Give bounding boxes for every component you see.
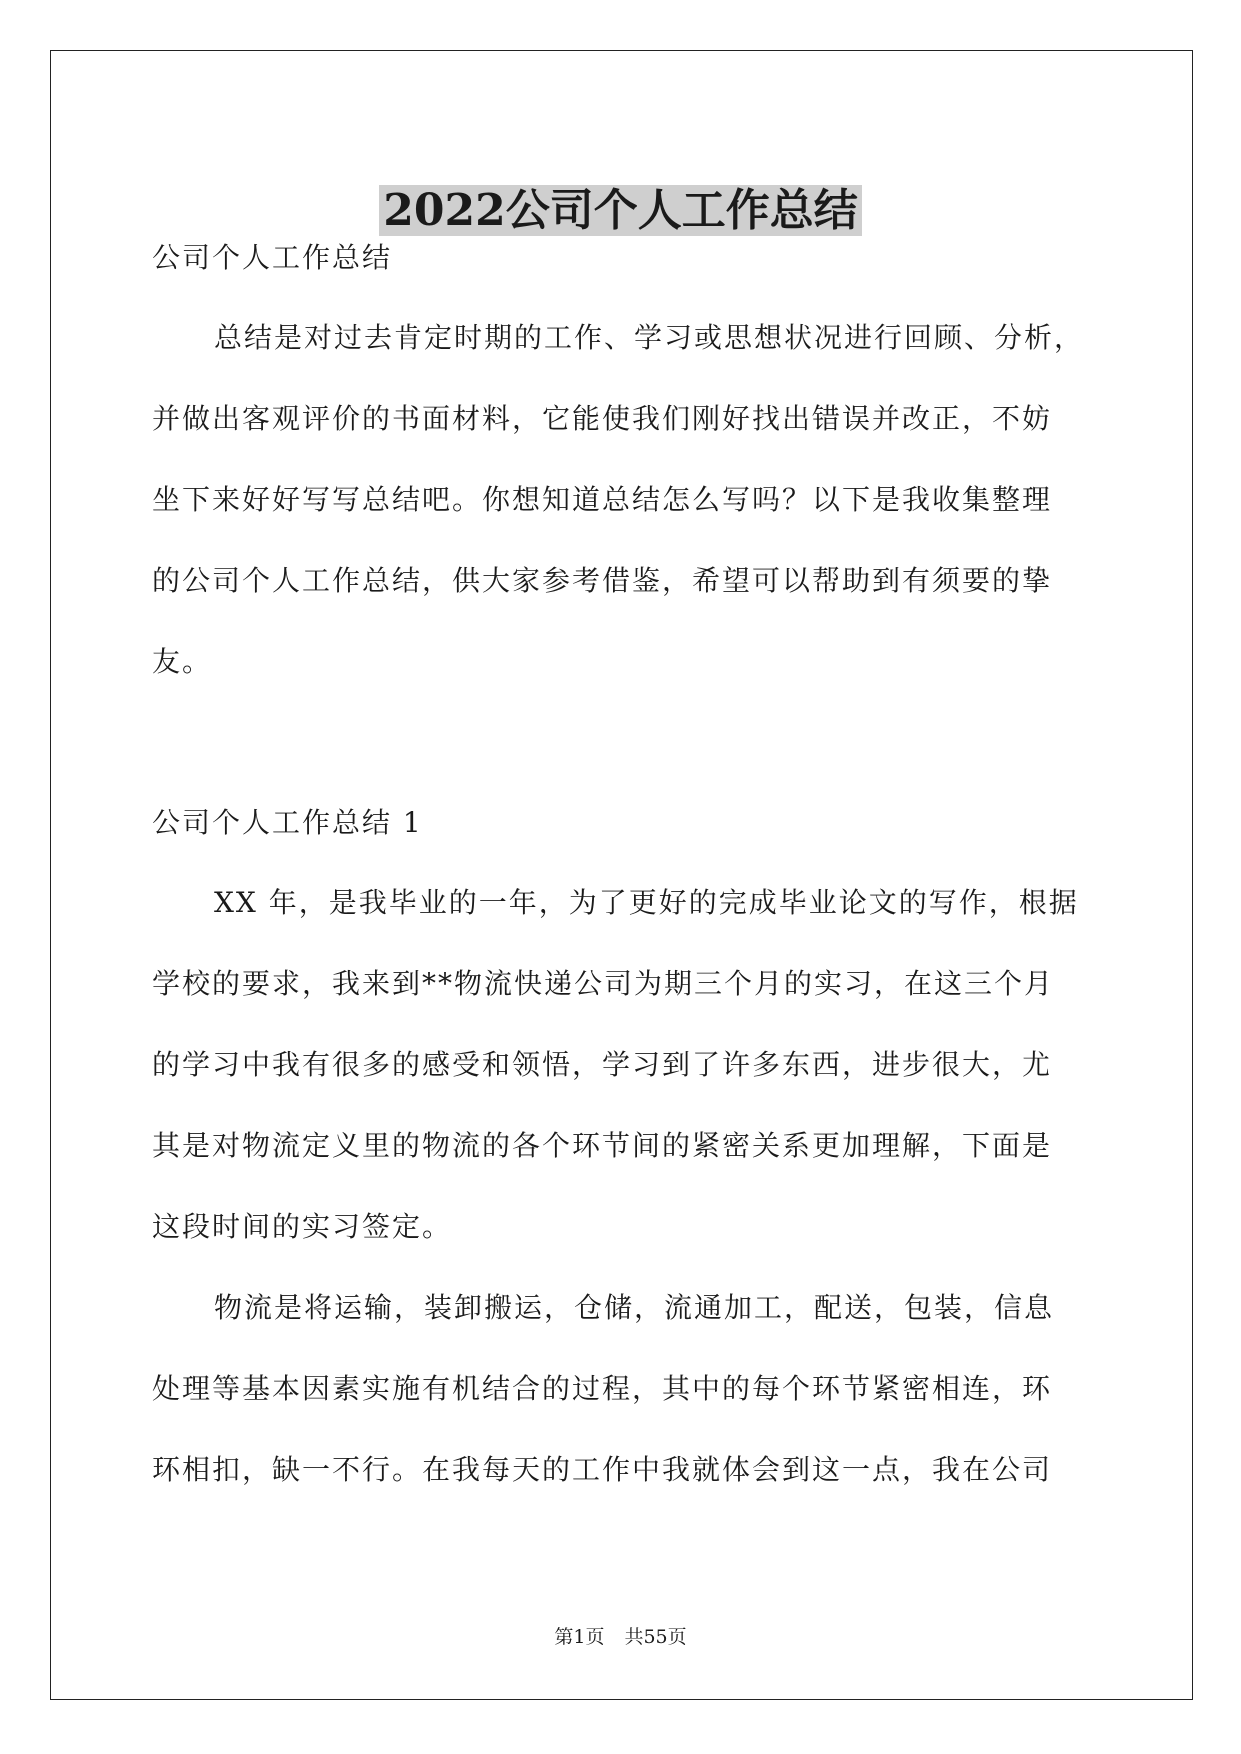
page-total: 共55页 (624, 1626, 687, 1648)
paragraph-line: 环相扣，缺一不行。在我每天的工作中我就体会到这一点，我在公司 (152, 1453, 1053, 1486)
paragraph-line: 总结是对过去肯定时期的工作、学习或思想状况进行回顾、分析， (214, 321, 1085, 354)
paragraph-line: 坐下来好好写写总结吧。你想知道总结怎么写吗？以下是我收集整理 (152, 483, 1053, 516)
paragraph-line: 的学习中我有很多的感受和领悟，学习到了许多东西，进步很大，尤 (152, 1048, 1053, 1081)
paragraph-line: 物流是将运输，装卸搬运，仓储，流通加工，配送，包装，信息 (214, 1291, 1055, 1324)
body-paragraph-2 (152, 1288, 1102, 1531)
body-paragraph-1 (152, 883, 1102, 1288)
paragraph-line: 并做出客观评价的书面材料，它能使我们刚好找出错误并改正，不妨 (152, 402, 1053, 435)
paragraph-line: 友。 (152, 645, 213, 678)
paragraph-line: 处理等基本因素实施有机结合的过程，其中的每个环节紧密相连，环 (152, 1372, 1053, 1405)
paragraph-line: 的公司个人工作总结，供大家参考借鉴，希望可以帮助到有须要的挚 (152, 564, 1053, 597)
paragraph-line: 其是对物流定义里的物流的各个环节间的紧密关系更加理解，下面是 (152, 1129, 1053, 1162)
paragraph-line: XX 年，是我毕业的一年，为了更好的完成毕业论文的写作，根据 (214, 886, 1079, 919)
document-title-text: 2022公司个人工作总结 (379, 185, 861, 236)
intro-paragraph (152, 318, 1102, 723)
section-heading (152, 803, 1102, 884)
paragraph-line: 学校的要求，我来到**物流快递公司为期三个月的实习，在这三个月 (152, 967, 1055, 1000)
page-footer (0, 1625, 1241, 1649)
section-heading-text: 公司个人工作总结 1 (152, 806, 423, 839)
subtitle (152, 238, 1102, 319)
paragraph-line: 这段时间的实习签定。 (152, 1210, 453, 1243)
document-title (0, 181, 1241, 241)
page-number: 第1页 (554, 1626, 605, 1648)
subtitle-text: 公司个人工作总结 (152, 241, 393, 274)
